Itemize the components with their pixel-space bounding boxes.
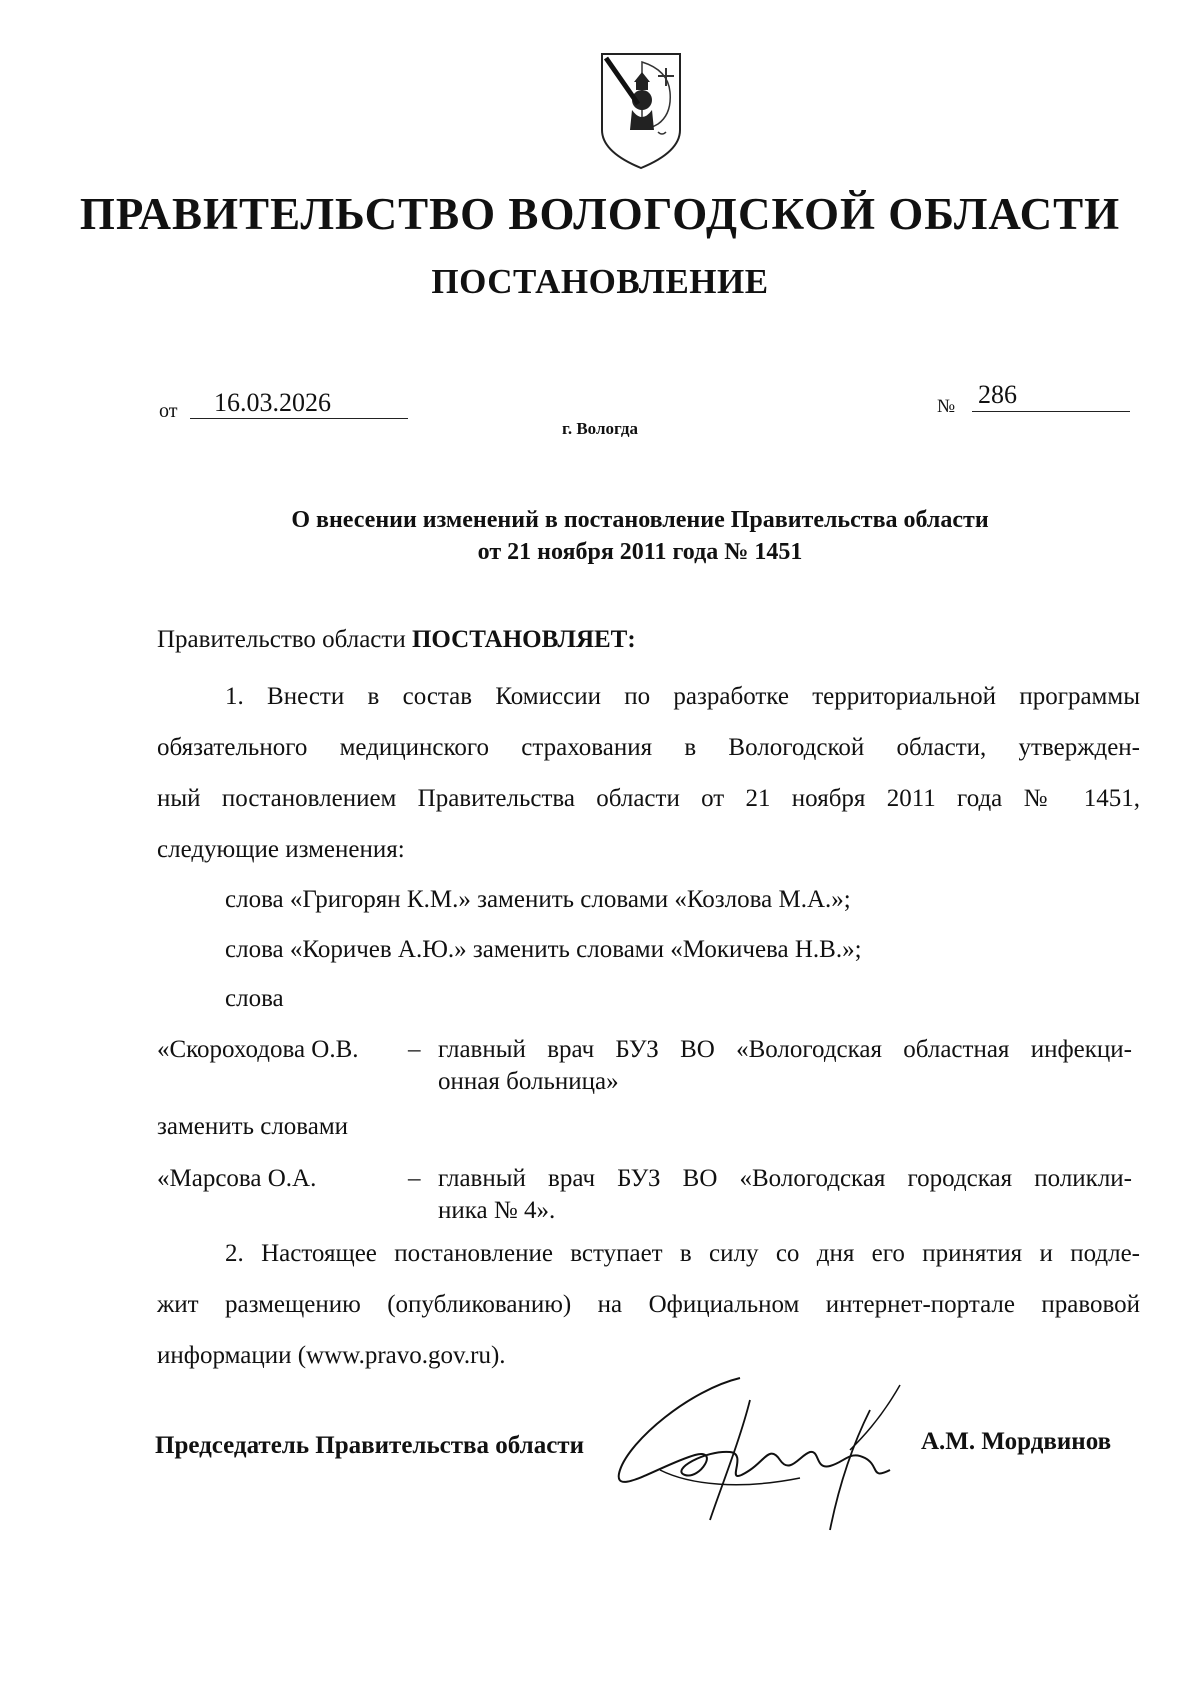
change-1: слова «Григорян К.М.» заменить словами «Козлова М.А.»; bbox=[225, 886, 851, 913]
preamble-bold: ПОСТАНОВЛЯЕТ bbox=[411, 626, 628, 653]
document-number: 286 bbox=[978, 380, 1017, 409]
old-member-dash: – bbox=[408, 1036, 421, 1063]
old-member-position-1: главный врач БУЗ ВО «Вологодская областная инфекци- bbox=[438, 1036, 1132, 1063]
city: г. Вологда bbox=[562, 419, 638, 438]
p1-line-1: 1. Внести в состав Комиссии по разработке территориальной программы bbox=[225, 683, 1140, 710]
document-type: ПОСТАНОВЛЕНИЕ bbox=[431, 262, 769, 301]
government-title: ПРАВИТЕЛЬСТВО ВОЛОГОДСКОЙ ОБЛАСТИ bbox=[79, 189, 1121, 239]
change-2: слова «Коричев А.Ю.» заменить словами «Мокичева Н.В.»; bbox=[225, 936, 862, 963]
new-member-name: «Марсова О.А. bbox=[157, 1165, 317, 1192]
subject bbox=[160, 504, 1120, 568]
preamble bbox=[157, 626, 636, 654]
handwritten-signature bbox=[600, 1370, 950, 1535]
new-member-dash: – bbox=[408, 1165, 421, 1192]
p2-line-3: информации (www.pravo.gov.ru). bbox=[157, 1342, 506, 1369]
old-member-position-2: онная больница» bbox=[438, 1068, 619, 1095]
p1-line-4: следующие изменения: bbox=[157, 836, 405, 863]
p2-line-1: 2. Настоящее постановление вступает в силу со дня его принятия и подле- bbox=[225, 1240, 1140, 1267]
vologda-coat-of-arms-icon bbox=[598, 52, 684, 170]
subject-line-1: О внесении изменений в постановление Правительства области bbox=[291, 507, 989, 533]
number-label: № bbox=[937, 396, 956, 417]
new-member-position-1: главный врач БУЗ ВО «Вологодская городская поликли- bbox=[438, 1165, 1132, 1192]
new-member-position-2: ника № 4». bbox=[438, 1197, 556, 1224]
signatory-name: А.М. Мордвинов bbox=[921, 1428, 1112, 1455]
date-label: от bbox=[159, 400, 178, 422]
old-member-name: «Скороходова О.В. bbox=[157, 1036, 359, 1063]
replace-with-label: заменить словами bbox=[157, 1113, 349, 1140]
document-date: 16.03.2026 bbox=[214, 388, 331, 417]
words-label: слова bbox=[225, 985, 284, 1012]
p1-line-2: обязательного медицинского страхования в Вологодской области, утвержден- bbox=[157, 734, 1140, 761]
p2-line-2: жит размещению (опубликованию) на Официальном интернет-портале правовой bbox=[157, 1291, 1140, 1318]
subject-line-2: от 21 ноября 2011 года № 1451 bbox=[477, 539, 803, 565]
signatory-position: Председатель Правительства области bbox=[155, 1432, 584, 1459]
p1-line-3: ный постановлением Правительства области от 21 ноября 2011 года № 1451, bbox=[157, 785, 1140, 812]
preamble-suffix: : bbox=[627, 626, 636, 653]
preamble-prefix: Правительство области bbox=[157, 626, 412, 653]
